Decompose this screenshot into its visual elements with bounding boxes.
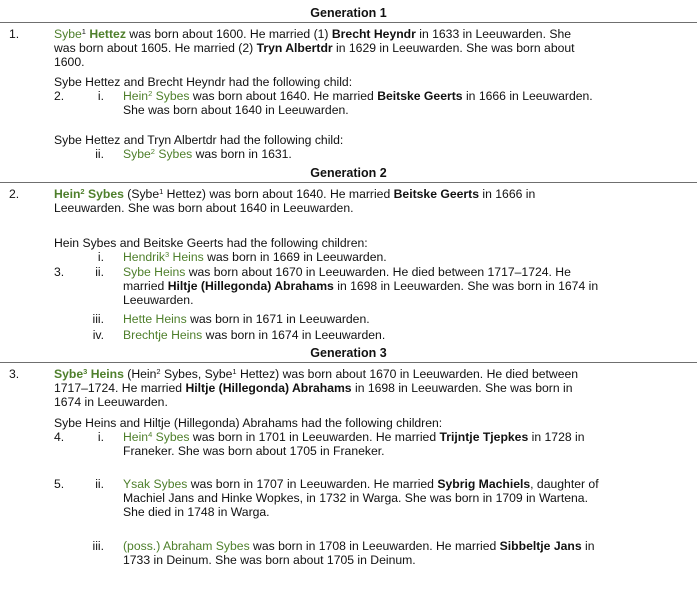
family-intro: Sybe Hettez and Tryn Albertdr had the following child:: [54, 133, 344, 147]
child-number: 2.: [54, 89, 65, 103]
generation-2-heading: Generation 2: [310, 166, 387, 180]
child-entry: Hendrik$^3$ Heins was born in 1669 in Leeuwarden.: [123, 250, 387, 264]
generation-2-rule: [0, 182, 697, 183]
person-entry-hein-sybes: Hein$^2$ Sybes (Sybe$^1$ Hettez) was born about 1640. He married Beitske Geerts in 1666 in Leeuwarden. She was born about 1640 in Leeuwarden.: [54, 187, 536, 215]
child-entry: Hette Heins was born in 1671 in Leeuwarden.: [123, 312, 370, 326]
person-name-link[interactable]: Sybe$^3$ Heins: [54, 367, 124, 381]
person-name-link[interactable]: Sybe: [54, 27, 82, 41]
child-entry: Ysak Sybes was born in 1707 in Leeuwarden. He married Sybrig Machiels, daughter of Machiel Jans and Hinke Wopkes, in 1732 in Warga. She was born in 1709 in Wartena. She died in 1748 in Warga.: [123, 477, 599, 519]
child-name-link[interactable]: Sybe Heins: [123, 265, 186, 279]
child-roman: i.: [97, 89, 104, 103]
child-number: 4.: [54, 430, 65, 444]
child-roman: ii.: [95, 147, 104, 161]
child-name-link[interactable]: (poss.) Abraham Sybes: [123, 539, 250, 553]
person-number: 1.: [9, 27, 20, 41]
child-name-link[interactable]: Brechtje Heins: [123, 328, 203, 342]
generation-1-rule: [0, 22, 697, 23]
child-entry: Sybe Heins was born about 1670 in Leeuwarden. He died between 1717–1724. He married Hiltje (Hillegonda) Abrahams in 1698 in Leeuwarden. She was born in 1674 in Leeuwarden.: [123, 265, 599, 307]
child-name-link[interactable]: Hein$^2$ Sybes: [123, 89, 190, 103]
child-roman: iii.: [92, 539, 104, 553]
child-name-link[interactable]: Sybe$^2$ Sybes: [123, 147, 193, 161]
generation-3-heading: Generation 3: [310, 346, 387, 360]
child-name-link[interactable]: Hendrik$^3$ Heins: [123, 250, 204, 264]
person-number: 2.: [9, 187, 20, 201]
child-roman: iv.: [92, 328, 104, 342]
child-roman: i.: [97, 430, 104, 444]
family-intro: Hein Sybes and Beitske Geerts had the following children:: [54, 236, 368, 250]
child-roman: i.: [97, 250, 104, 264]
child-entry: Brechtje Heins was born in 1674 in Leeuwarden.: [123, 328, 386, 342]
person-entry-sybe-heins: Sybe$^3$ Heins (Hein$^2$ Sybes, Sybe$^1$ Hettez) was born about 1670 in Leeuwarden. He died between 1717–1724. He married Hiltje (Hillegonda) Abrahams in 1698 in Leeuwarden. She was born in 1674 in Leeuwarden.: [54, 367, 579, 409]
child-roman: ii.: [95, 477, 104, 491]
child-number: 5.: [54, 477, 65, 491]
child-roman: ii.: [95, 265, 104, 279]
child-roman: iii.: [92, 312, 104, 326]
child-name-link[interactable]: Hein$^4$ Sybes: [123, 430, 190, 444]
child-number: 3.: [54, 265, 65, 279]
child-name-link[interactable]: Ysak Sybes: [123, 477, 188, 491]
child-name-link[interactable]: Hette Heins: [123, 312, 187, 326]
generation-1-heading: Generation 1: [310, 6, 387, 20]
family-intro: Sybe Heins and Hiltje (Hillegonda) Abrahams had the following children:: [54, 416, 443, 430]
child-entry: Hein$^2$ Sybes was born about 1640. He married Beitske Geerts in 1666 in Leeuwarden. She was born about 1640 in Leeuwarden.: [123, 89, 593, 117]
generation-3-rule: [0, 362, 697, 363]
family-intro: Sybe Hettez and Brecht Heyndr had the following child:: [54, 75, 353, 89]
person-number: 3.: [9, 367, 20, 381]
child-entry: Sybe$^2$ Sybes was born in 1631.: [123, 147, 292, 161]
child-entry: (poss.) Abraham Sybes was born in 1708 in Leeuwarden. He married Sibbeltje Jans in 1733 in Deinum. She was born about 1705 in Deinum.: [123, 539, 595, 567]
child-entry: Hein$^4$ Sybes was born in 1701 in Leeuwarden. He married Trijntje Tjepkes in 1728 in Franeker. She was born about 1705 in Franeker.: [123, 430, 585, 458]
person-entry-sybe-hettez: Sybe$^1$ Hettez was born about 1600. He married (1) Brecht Heyndr in 1633 in Leeuwarden. She was born about 1605. He married (2) Tryn Albertdr in 1629 in Leeuwarden. She was born about 1600.: [54, 27, 575, 69]
person-name-link[interactable]: Hein$^2$ Sybes: [54, 187, 124, 201]
